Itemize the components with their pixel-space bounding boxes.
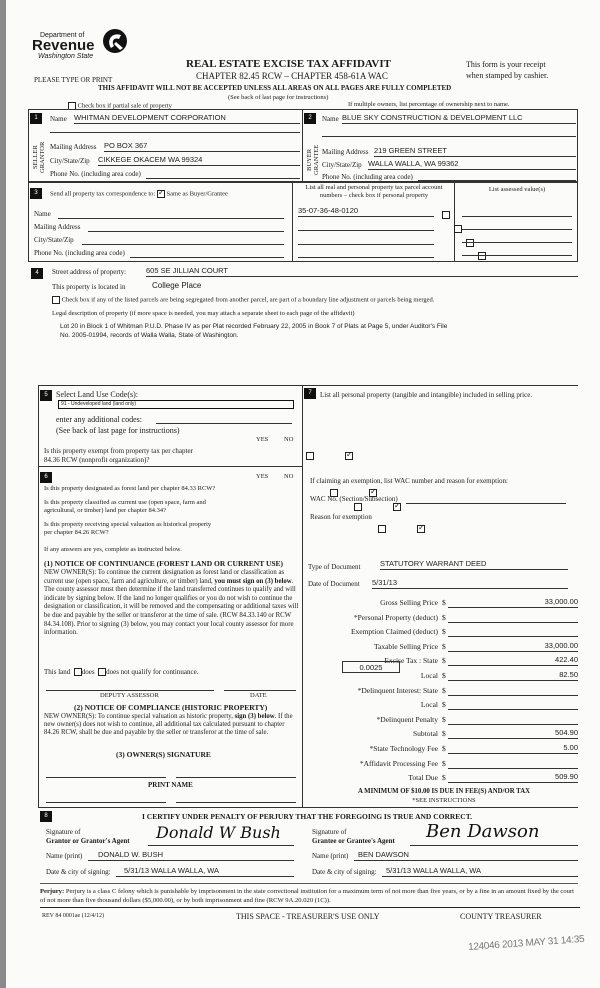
local-rate-box[interactable]: 0.0025 [342,661,400,673]
corr-city-label: City/State/Zip [34,236,74,244]
receipt-note-2: when stamped by cashier. [466,71,549,80]
buyer-name-label: Name [322,115,339,123]
fee-label: Total Due [408,773,438,783]
fee-value-field[interactable] [448,699,578,710]
currency-symbol: $ [442,758,446,768]
corr-mailing-label: Mailing Address [34,223,81,231]
does-not-qualify-checkbox[interactable] [98,668,106,676]
seller-mailing-field[interactable]: PO BOX 367 [104,141,300,152]
seller-city-label: City/State/Zip [50,157,90,165]
buyer-name-field[interactable]: BLUE SKY CONSTRUCTION & DEVELOPMENT LLC [342,113,576,124]
cashier-stamp: 124046 2013 MAY 31 14:35 [467,933,585,954]
notice-compliance-text: NEW OWNER(S): To continue special valuation as historic property, sign (3) below. If the new owner(s) does not wish to continue, all additional tax calculated pursuant to chapter 84.26 RCW, shall be due and payable by the seller or transferor at the time of sale. [44,713,293,737]
grantee-signature: Ben Dawson [426,821,540,842]
section-3-badge: 3 [30,188,42,199]
perjury-notice: Perjury: Perjury is a class C felony which is punishable by imprisonment in the state correctional institution for a maximum term of not more than five years, or by a fine in an amount fixed by the court of not more than five thousand dollars ($5,000.00), or by both imprisonment and fine (RCW 9A.20.020 (1C)). [40,888,574,904]
assessor-date-line[interactable] [224,690,296,691]
additional-codes-label: enter any additional codes: [56,415,142,424]
grantee-date-field[interactable]: 5/31/13 WALLA WALLA, WA [382,866,578,877]
parcel-number-3[interactable] [298,244,434,245]
deputy-assessor-label: DEPUTY ASSESSOR [100,692,159,699]
certify-statement: I CERTIFY UNDER PENALTY OF PERJURY THAT THE FOREGOING IS TRUE AND CORRECT. [142,812,473,821]
notice-continuance-text: NEW OWNER(S): To continue the current designation as forest land or classification as current use (open space, farm and agriculture, or timber) land, you must sign on (3) below. The county assessor must then determine if the land transferred continues to qualify and will indicate by signing below. If the land no longer qualifies or you do not wish to continue the designation or classification, it will be removed and the compensating or additional taxes will be due and payable by the seller or transferor at the time of sale. (RCW 84.33.140 or RCW 84.34.108). Prior to signing (3) below, you may contact your local county assessor for more information. [44,569,299,637]
fee-value-field[interactable]: 504.90 [448,728,578,739]
type-or-print: PLEASE TYPE OR PRINT [34,76,113,84]
buyer-phone-field[interactable] [418,171,576,181]
currency-symbol: $ [442,744,446,753]
fee-label: Exemption Claimed (deduct) [350,627,438,637]
minimum-due-note: A MINIMUM OF $10.00 IS DUE IN FEE(S) AND/OR TAX [357,788,531,795]
wac-field[interactable] [406,503,566,504]
this-land-label: This land [44,668,71,676]
currency-symbol: $ [442,612,446,622]
owner-signature-line-2[interactable] [176,777,296,778]
personal-property-label: List all personal property (tangible and intangible) included in selling price. [320,391,533,399]
current-use-question [44,499,206,515]
section-5-badge: 5 [40,390,52,401]
assessed-value-3[interactable] [462,242,572,243]
corr-phone-field[interactable] [130,257,284,258]
grantee-signature-line[interactable] [410,845,578,846]
fee-label: Gross Selling Price [380,598,438,607]
fee-label: *Personal Property (deduct) [353,612,438,622]
corr-city-field[interactable] [82,244,284,245]
grantor-name-field[interactable]: DONALD W. BUSH [88,850,294,861]
seller-phone-field[interactable] [146,168,300,179]
county-treasurer-label: COUNTY TREASURER [460,912,542,921]
fee-value-field[interactable]: 33,000.00 [448,641,578,652]
fee-label: Excise Tax : State [384,656,438,666]
doc-type-field[interactable]: STATUTORY WARRANT DEED [380,559,568,570]
section6-no-header: NO [284,473,294,480]
if-yes-instruction: If any answers are yes, complete as instructed below. [44,546,182,553]
segregated-checkbox[interactable] [52,296,60,304]
current-use-no-checkbox[interactable] [393,503,401,511]
legal-description-value[interactable] [60,323,447,340]
doc-date-field[interactable]: 5/31/13 [372,578,568,589]
affidavit-page [6,0,600,988]
assessed-value-2[interactable] [462,229,572,230]
legal-description-line2: No. 2005-01994, records of Walla Walla, State of Washington. [60,331,239,339]
assessor-date-label: DATE [250,692,267,699]
current-use-question-line2: agricultural, or timber) land per chapter 84.34? [44,507,167,514]
fee-label: Taxable Selling Price [373,641,438,651]
section-8-badge: 8 [40,811,52,822]
fee-label: *Delinquent Penalty [376,714,438,724]
parcel-header: List all real and personal property tax parcel account numbers – check box if personal property [305,184,443,199]
exempt-yes-checkbox[interactable] [306,452,314,460]
buyer-city-label: City/State/Zip [322,161,362,169]
current-use-yes-checkbox[interactable] [354,503,362,511]
does-qualify-checkbox[interactable] [74,668,82,676]
historic-question [44,521,211,537]
doc-date-label: Date of Document [308,580,360,588]
located-in-value[interactable]: College Place [152,281,202,290]
form-subtitle: CHAPTER 82.45 RCW – CHAPTER 458-61A WAC [196,71,388,81]
currency-symbol: $ [442,627,446,637]
fee-value-field[interactable] [448,758,578,769]
owner-signature-title: (3) OWNER(S) SIGNATURE [116,750,211,759]
fee-value-field[interactable]: 33,000.00 [448,597,578,608]
currency-symbol: $ [442,729,446,739]
buyer-mailing-label: Mailing Address [322,148,369,156]
currency-symbol: $ [442,598,446,607]
currency-symbol: $ [442,641,446,651]
parcel-personal-checkbox-4[interactable] [478,252,486,260]
legal-description-label: Legal description of property (if more space is needed, you may attach a separate sheet to each page of the affidavit) [52,310,355,317]
fee-value-field[interactable] [448,612,578,623]
segregated-label: Check box if any of the listed parcels are being segregated from another parcel, are part of a boundary line adjustment or parcels being merged. [61,296,435,304]
exempt-no-checkbox[interactable] [345,452,353,460]
grantee-name-field[interactable]: BEN DAWSON [354,850,578,861]
assessed-value-1[interactable] [462,216,572,217]
currency-symbol: $ [442,700,446,710]
corr-mailing-field[interactable] [88,231,284,232]
fee-value-field[interactable]: 5.00 [448,743,578,754]
see-back-note: (See back of last page for instructions) [228,94,329,101]
form-title: REAL ESTATE EXCISE TAX AFFIDAVIT [186,58,391,70]
parcel-number-4[interactable] [298,257,434,258]
grantor-signature: Donald W Bush [156,823,281,842]
street-address-label: Street address of property: [52,268,127,276]
grantor-sig-label-1: Signature of [46,828,81,836]
notice-compliance-title: (2) NOTICE OF COMPLIANCE (HISTORIC PROPERTY) [74,703,268,712]
fee-value-field[interactable]: 422.40 [448,655,578,666]
exempt-question-line1: Is this property exempt from property tax per chapter [44,447,193,455]
continuance-row [44,668,198,676]
land-use-select[interactable]: 91 - Undeveloped land (land only) [58,400,294,409]
wac-label: WAC No. (Section/Subsection) [310,495,398,503]
send-correspondence-label: Send all property tax correspondence to: [50,190,156,198]
agency-line3: Washington State [38,53,94,60]
seller-mailing-label: Mailing Address [50,143,97,151]
print-name-line-1[interactable] [46,802,166,803]
agency-line1: Department of [40,32,85,39]
grantee-sig-label-1: Signature of [312,828,347,836]
exemption-reason-label: Reason for exemption [310,513,372,521]
grantor-name-label: Name (print) [46,852,83,860]
fee-label: *State Technology Fee [369,744,438,753]
print-name-label: PRINT NAME [148,781,193,789]
owner-signature-line-1[interactable] [46,777,166,778]
historic-question-line1: Is this property receiving special valuation as historical property [44,521,212,528]
fee-label: Local [420,671,438,680]
buyer-name-field-2[interactable] [322,136,576,137]
historic-question-line2: per chapter 84.26 RCW? [44,529,109,536]
partial-sale-label: Check box if partial sale of property [77,102,172,110]
historic-yes-checkbox[interactable] [378,525,386,533]
currency-symbol: $ [442,685,446,695]
section-7-badge: 7 [304,388,316,399]
fee-value-field[interactable] [448,714,578,725]
corr-name-field[interactable] [58,218,284,219]
fee-value-field[interactable] [448,685,578,696]
section5-yes-header: YES [256,436,269,443]
land-use-label: Select Land Use Code(s): [56,390,138,399]
buyer-grantee-label: BUYER GRANTEE [306,144,320,176]
section5-see-back: (See back of last page for instructions) [56,426,180,435]
currency-symbol: $ [442,671,446,680]
fee-label: Local [420,700,438,710]
send-correspondence-row [50,190,228,198]
grantee-sig-label-2: Grantee or Grantee's Agent [312,837,395,845]
parcel-personal-checkbox-1[interactable] [442,211,450,219]
fee-label: *Delinquent Interest: State [357,685,438,695]
grantor-date-field[interactable]: 5/31/13 WALLA WALLA, WA [116,866,294,877]
seller-name-label: Name [50,115,67,123]
multiple-owners-note: If multiple owners, list percentage of ownership next to name. [348,101,510,108]
seller-phone-label: Phone No. (including area code) [50,170,141,178]
forest-land-question: Is this property designated as forest land per chapter 84.33 RCW? [44,485,216,492]
seller-city-field[interactable]: CIKKEGE OKACEM WA 99324 [98,155,300,166]
same-as-buyer-checkbox[interactable] [157,190,165,198]
corr-phone-label: Phone No. (including area code) [34,249,125,257]
parcel-number-1[interactable]: 35-07-36-48-0120 [298,206,434,217]
print-name-line-2[interactable] [176,802,296,803]
section6-yes-header: YES [256,473,269,480]
assessed-value-4[interactable] [462,255,572,256]
fee-value-field[interactable]: 509.90 [448,772,578,783]
assessed-header: List assessed value(s) [488,186,546,193]
dor-logo [32,32,132,60]
does-label: does [81,668,95,676]
fee-label: Subtotal [412,729,438,739]
buyer-mailing-field[interactable]: 219 GREEN STREET [374,146,576,157]
seller-name-field-2[interactable] [50,132,300,133]
grantor-date-label: Date & city of signing: [46,868,111,876]
grantee-date-label: Date & city of signing: [312,868,377,876]
parcel-personal-checkbox-2[interactable] [454,225,462,233]
section-6-badge: 6 [40,472,52,483]
legal-description-line1: Lot 20 in Block 1 of Whitman P.U.D. Phase IV as per Plat recorded February 22, 2005 in Book 7 of Plats at Page 5, under Auditor's File [60,323,448,330]
section-1-badge: 1 [30,113,42,124]
dor-logo-icon [102,28,128,54]
grantor-sig-label-2: Grantor or Grantor's Agent [46,837,130,845]
form-revision: REV 84 0001ae (12/4/12) [42,913,105,919]
same-as-buyer-label: Same as Buyer/Grantee [166,190,228,198]
currency-symbol: $ [442,656,446,666]
fee-label: *Affidavit Processing Fee [359,758,438,768]
notice-continuance-title: (1) NOTICE OF CONTINUANCE (FOREST LAND OR CURRENT USE) [44,559,284,568]
currency-symbol: $ [442,773,446,783]
grantee-name-label: Name (print) [312,852,349,860]
street-address-field[interactable]: 605 SE JILLIAN COURT [146,266,578,277]
parcel-number-2[interactable] [298,230,434,231]
section-2-badge: 2 [304,113,316,124]
section-4-badge: 4 [31,268,43,279]
segregated-row [52,296,434,304]
exemption-label: If claiming an exemption, list WAC number and reason for exemption: [310,477,508,485]
located-in-label: This property is located in [52,283,126,291]
fee-value-field[interactable] [448,626,578,637]
exempt-question-line2: 84.36 RCW (nonprofit organization)? [44,456,150,464]
doc-type-label: Type of Document [308,563,361,571]
buyer-city-field[interactable]: WALLA WALLA, WA 99362 [368,159,576,170]
see-instructions-note: *SEE INSTRUCTIONS [412,797,476,804]
historic-no-checkbox[interactable] [417,525,425,533]
seller-grantor-label: SELLER GRANTOR [32,141,46,173]
deputy-assessor-line[interactable] [46,690,214,691]
does-not-label: does not qualify for continuance. [106,668,199,676]
currency-symbol: $ [442,714,446,724]
fee-value-field[interactable]: 82.50 [448,670,578,681]
corr-name-label: Name [34,210,51,218]
current-use-question-line1: Is this property classified as current use (open space, farm and [44,499,206,506]
treasurer-use-only: THIS SPACE - TREASURER'S USE ONLY [236,912,380,921]
buyer-phone-label: Phone No. (including area code) [322,173,413,181]
seller-name-field[interactable]: WHITMAN DEVELOPMENT CORPORATION [74,113,300,124]
agency-line2: Revenue [32,37,95,54]
parcel-personal-checkbox-3[interactable] [466,239,474,247]
warning-text: THIS AFFIDAVIT WILL NOT BE ACCEPTED UNLESS ALL AREAS ON ALL PAGES ARE FULLY COMPLETED [98,84,452,92]
additional-codes-field[interactable] [156,423,292,424]
receipt-note-1: This form is your receipt [466,60,546,69]
section5-no-header: NO [284,436,294,443]
grantor-signature-line[interactable] [148,845,294,846]
